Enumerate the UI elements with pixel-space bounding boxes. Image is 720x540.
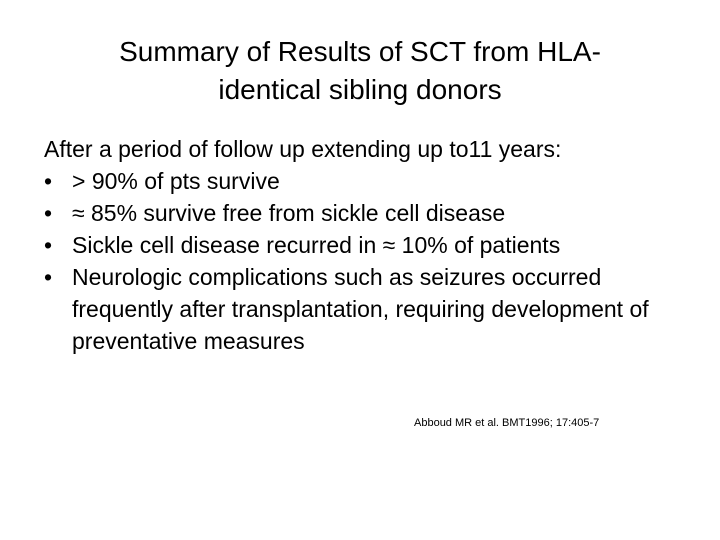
slide-title-line-2: identical sibling donors: [218, 74, 502, 105]
bullet-text: > 90% of pts survive: [72, 168, 280, 194]
intro-text: After a period of follow up extending up to11 years:: [44, 136, 562, 162]
bullet-item-survival: [44, 165, 694, 197]
bullet-item-neurologic: [44, 261, 694, 357]
slide-body: [44, 133, 694, 357]
bullet-item-disease-free: [44, 197, 694, 229]
bullet-text: Sickle cell disease recurred in ≈ 10% of patients: [72, 232, 561, 258]
bullet-icon: •: [44, 232, 53, 258]
bullet-icon: •: [44, 264, 53, 290]
bullet-icon: •: [44, 200, 53, 226]
slide-title-line-1: Summary of Results of SCT from HLA-: [119, 36, 601, 67]
slide-title: [60, 33, 660, 109]
citation: Abboud MR et al. BMT1996; 17:405-7: [414, 417, 600, 429]
bullet-text: ≈ 85% survive free from sickle cell disease: [72, 200, 506, 226]
bullet-icon: •: [44, 168, 53, 194]
bullet-item-recurrence: [44, 229, 694, 261]
bullet-text: Neurologic complications such as seizures occurred frequently after transplantation, requiring development of preventative measures: [72, 264, 649, 354]
bullet-list: [44, 165, 694, 357]
